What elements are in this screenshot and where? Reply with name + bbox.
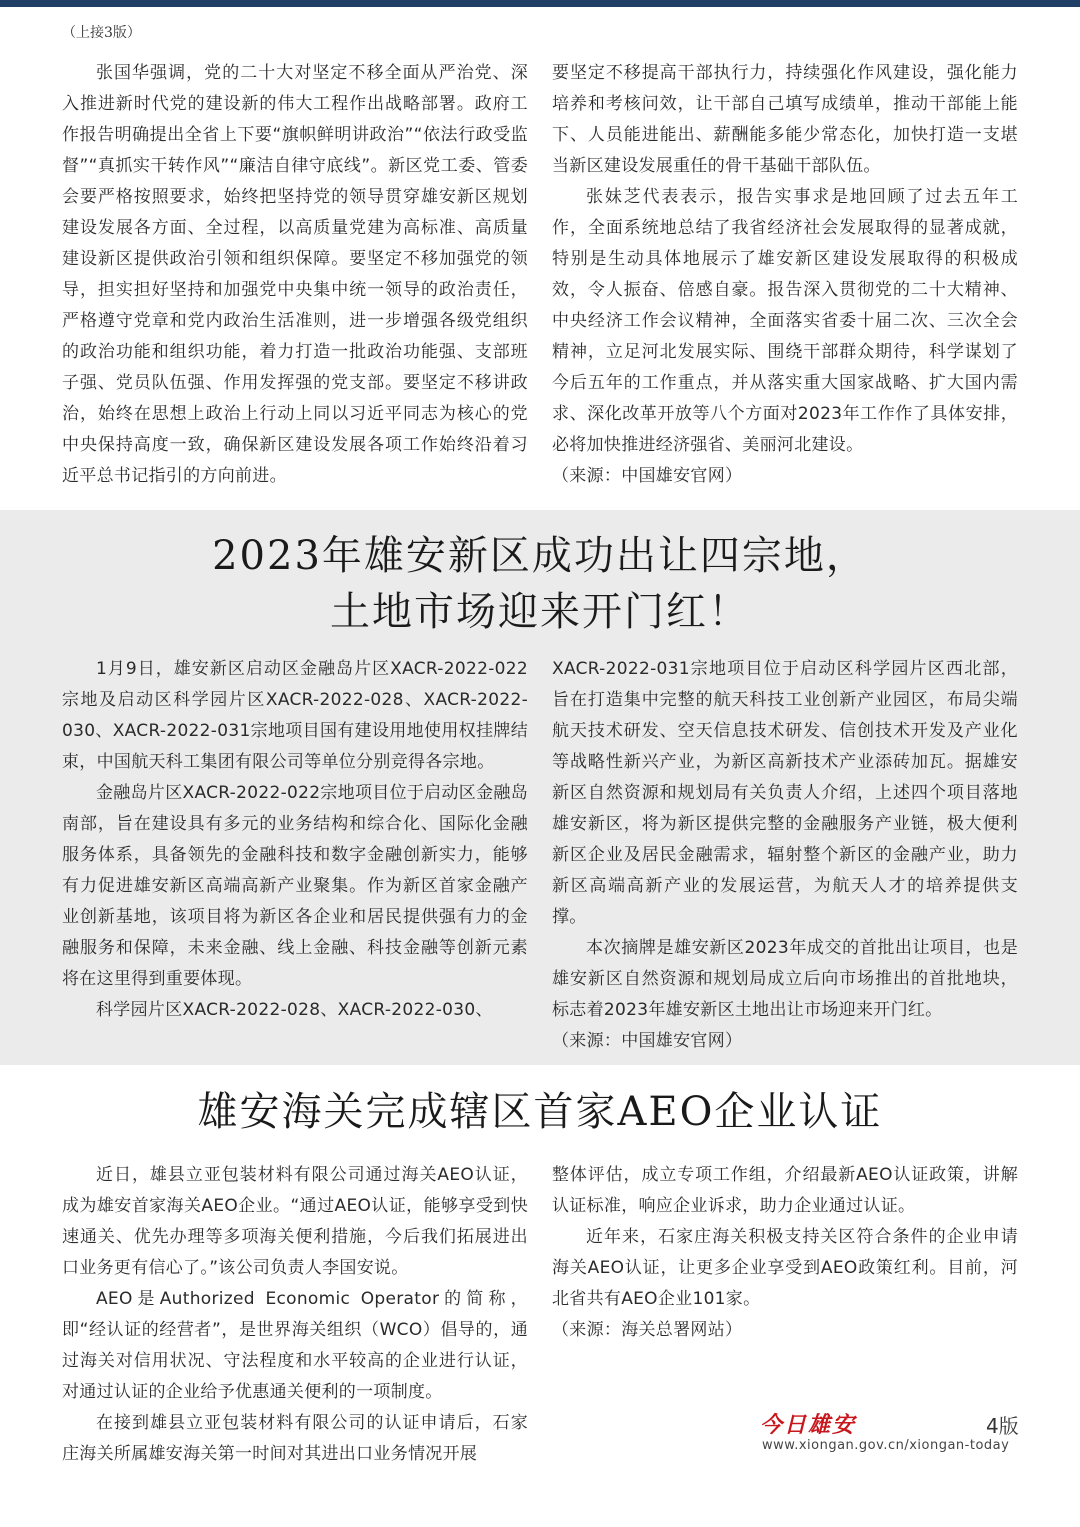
continued-note: （上接3版） — [62, 25, 141, 41]
article1-right-column — [552, 58, 1018, 492]
article3-paragraph: 整体评估，成立专项工作组，介绍最新AEO认证政策，讲解认证标准，响应企业诉求，助力企业通过认证。 — [552, 1165, 1018, 1216]
article2-headline-line1: 2023年雄安新区成功出让四宗地， — [212, 533, 868, 579]
article2-headline-line2: 土地市场迎来开门红！ — [330, 589, 750, 635]
article1-left-column — [62, 58, 528, 492]
article1-paragraph: 要坚定不移提高干部执行力，持续强化作风建设，强化能力培养和考核问效，让干部自己填写成绩单，推动干部能上能下、人员能进能出、薪酬能多能少常态化，加快打造一支堪当新区建设发展重任的骨干基础干部队伍。 — [552, 63, 1018, 176]
article2-paragraph: 本次摘牌是雄安新区2023年成交的首批出让项目，也是雄安新区自然资源和规划局成立后向市场推出的首批地块，标志着2023年雄安新区土地出让市场迎来开门红。 — [552, 938, 1018, 1020]
article3-paragraph: 近日，雄县立亚包装材料有限公司通过海关AEO认证，成为雄安首家海关AEO企业。“通过AEO认证，能够享受到快速通关、优先办理等多项海关便利措施，今后我们拓展进出口业务更有信心了。”该公司负责人李国安说。 — [62, 1165, 528, 1278]
newspaper-logo: 今日雄安 — [760, 1412, 857, 1438]
article2-right-column — [552, 654, 1018, 1057]
article1-source: （来源：中国雄安官网） — [552, 466, 743, 486]
article3-paragraph: 在接到雄县立亚包装材料有限公司的认证申请后，石家庄海关所属雄安海关第一时间对其进出口业务情况开展 — [62, 1413, 528, 1464]
article2-source: （来源：中国雄安官网） — [552, 1031, 743, 1051]
top-color-bar — [0, 0, 1080, 7]
article3-paragraph: AEO是Authorized Economic Operator的简称，即“经认证的经营者”，是世界海关组织（WCO）倡导的，通过海关对信用状况、守法程度和水平较高的企业进行认证，对通过认证的企业给予优惠通关便利的一项制度。 — [62, 1289, 528, 1402]
article2-headline — [0, 528, 1080, 640]
article2-paragraph: 科学园片区XACR-2022-028、XACR-2022-030、 — [96, 1000, 493, 1020]
article3-source: （来源：海关总署网站） — [552, 1320, 743, 1340]
article3-right-column — [552, 1160, 1018, 1346]
article3-paragraph: 近年来，石家庄海关积极支持关区符合条件的企业申请海关AEO认证，让更多企业享受到AEO政策红利。目前，河北省共有AEO企业101家。 — [552, 1227, 1018, 1309]
website-url: www.xiongan.gov.cn/xiongan-today — [762, 1438, 1010, 1453]
article2-left-column — [62, 654, 528, 1026]
article1-paragraph: 张妹芝代表表示，报告实事求是地回顾了过去五年工作，全面系统地总结了我省经济社会发展取得的显著成就，特别是生动具体地展示了雄安新区建设发展取得的积极成效，令人振奋、倍感自豪。报告深入贯彻党的二十大精神、中央经济工作会议精神，全面落实省委十届二次、三次全会精神，立足河北发展实际、围绕干部群众期待，科学谋划了今后五年的工作重点，并从落实重大国家战略、扩大国内需求、深化改革开放等八个方面对2023年工作作了具体安排，必将加快推进经济强省、美丽河北建设。 — [552, 187, 1018, 455]
article3-headline: 雄安海关完成辖区首家AEO企业认证 — [197, 1089, 883, 1135]
page-number: 4版 — [986, 1414, 1019, 1438]
article2-paragraph: XACR-2022-031宗地项目位于启动区科学园片区西北部，旨在打造集中完整的航天科技工业创新产业园区，布局尖端航天技术研发、空天信息技术研发、信创技术开发及产业化等战略性新兴产业，为新区高新技术产业添砖加瓦。据雄安新区自然资源和规划局有关负责人介绍，上述四个项目落地雄安新区，将为新区提供完整的金融服务产业链，极大便利新区企业及居民金融需求，辐射整个新区的金融产业，助力新区高端高新产业的发展运营，为航天人才的培养提供支撑。 — [552, 659, 1018, 927]
article2-paragraph: 金融岛片区XACR-2022-022宗地项目位于启动区金融岛南部，旨在建设具有多元的业务结构和综合化、国际化金融服务体系，具备领先的金融科技和数字金融创新实力，能够有力促进雄安新区高端高新产业聚集。作为新区首家金融产业创新基地，该项目将为新区各企业和居民提供强有力的金融服务和保障，未来金融、线上金融、科技金融等创新元素将在这里得到重要体现。 — [62, 783, 528, 989]
article3-left-column — [62, 1160, 528, 1470]
article2-paragraph: 1月9日，雄安新区启动区金融岛片区XACR-2022-022宗地及启动区科学园片区XACR-2022-028、XACR-2022-030、XACR-2022-031宗地项目国有建设用地使用权挂牌结束，中国航天科工集团有限公司等单位分别竞得各宗地。 — [62, 659, 528, 772]
article1-paragraph: 张国华强调，党的二十大对坚定不移全面从严治党、深入推进新时代党的建设新的伟大工程作出战略部署。政府工作报告明确提出全省上下要“旗帜鲜明讲政治”“依法行政受监督”“真抓实干转作风”“廉洁自律守底线”。新区党工委、管委会要严格按照要求，始终把坚持党的领导贯穿雄安新区规划建设发展各方面、全过程，以高质量党建为高标准、高质量建设新区提供政治引领和组织保障。要坚定不移加强党的领导，担实担好坚持和加强党中央集中统一领导的政治责任，严格遵守党章和党内政治生活准则，进一步增强各级党组织的政治功能和组织功能，着力打造一批政治功能强、支部班子强、党员队伍强、作用发挥强的党支部。要坚定不移讲政治，始终在思想上政治上行动上同以习近平同志为核心的党中央保持高度一致，确保新区建设发展各项工作始终沿着习近平总书记指引的方向前进。 — [62, 63, 528, 486]
